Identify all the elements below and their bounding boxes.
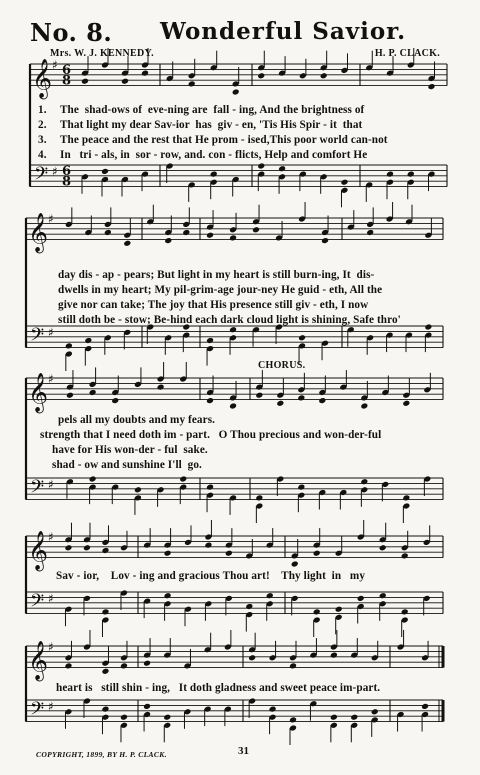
treble-clef: 𝄞 [32,58,53,99]
note-head [248,654,256,661]
note-head [297,394,305,401]
time-signature-bottom: 8 [62,73,72,89]
sharp-sign: ♯ [48,325,54,340]
sharp-sign: ♯ [48,530,54,544]
treble-notes [166,51,240,96]
bass-notes [146,324,190,355]
verse-number: 2. [38,119,47,131]
note-head [89,476,97,483]
note-head [225,550,233,557]
note-head [421,703,429,710]
bass-staff [30,164,447,190]
note-head [210,171,218,178]
treble-staff [26,646,443,668]
note-head [123,240,131,247]
composer-credit: H. P. CLACK. [374,48,440,59]
verse-number: 3. [38,134,47,146]
verse-line-3 [38,134,388,146]
treble-notes [291,520,431,567]
time-signature-top: 6 [62,62,72,78]
lyric-line: Sav - ior, Lov - ing and gracious Thou art! Thy light in my [56,570,366,582]
lyric-line: heart is still shin - ing, It doth gladness and sweet peace im-part. [56,682,381,694]
note-head [120,662,128,669]
note-head [257,163,265,170]
note-head [402,400,410,407]
note-head [102,706,110,713]
chorus-label: CHORUS. [258,360,306,371]
note-head [366,229,374,236]
note-head [182,229,190,236]
sharp-sign: ♯ [52,164,58,179]
note-head [255,494,263,501]
sharp-sign: ♯ [48,372,54,386]
bass-notes [81,168,149,197]
note-head [89,389,97,396]
sharp-sign: ♯ [48,640,54,654]
treble-notes [146,205,190,244]
treble-clef: 𝄞 [28,640,49,681]
sharp-sign: ♯ [48,212,54,226]
note-head [357,595,365,602]
treble-notes [65,207,131,246]
treble-notes [347,202,433,239]
note-head [320,72,328,79]
note-head [134,486,142,493]
treble-notes [143,630,232,669]
bass-notes [291,592,431,637]
bass-notes [166,163,240,202]
bass-notes [66,476,187,515]
note-head [81,78,89,85]
note-head [360,403,368,410]
note-head [298,334,306,341]
note-head [179,476,187,483]
note-head [269,706,277,713]
hymn-title: Wonderful Savior. [160,18,407,45]
note-head [111,397,119,404]
note-head [206,337,214,344]
bass-clef: 𝄢 [34,164,49,190]
note-head [232,89,240,96]
note-head [255,392,263,399]
note-head [163,714,171,721]
bass-notes [143,592,273,631]
bass-clef: 𝄢 [30,591,45,617]
note-head [65,342,73,349]
note-head [289,662,297,669]
bass-notes [143,703,232,742]
lyric-line: day dis - ap - pears; But light in my heart is still burn-ing, It dis- [58,269,375,281]
lyric-line: give nor can take; The joy that His presence still giv - eth, I now [58,299,369,311]
note-head [245,603,253,610]
sharp-sign: ♯ [52,58,58,72]
note-head [157,384,165,391]
note-head [102,608,110,615]
hymn-number: No. 8. [30,18,113,47]
lyric-line: strength that I need doth im - part. O Thou precious and won-der-ful [40,429,382,441]
verse-text: That light my dear Sav-ior has giv - en, 'Tis His Spir - it that [60,119,363,131]
note-head [188,80,196,87]
lyric-line: have for His won-der - ful sake. [52,444,208,456]
treble-clef: 𝄞 [28,212,49,253]
note-head [164,237,172,244]
verse-number: 4. [38,149,47,161]
sharp-sign: ♯ [48,699,54,714]
time-signature-top: 6 [62,163,72,179]
sharp-sign: ♯ [48,477,54,492]
note-head [206,484,214,491]
lyric-line: still doth be - stow; Be-hind each dark cloud light is shining, Safe thro' [58,314,401,326]
note-head [102,668,110,675]
treble-notes [206,376,237,410]
verse-line-2 [38,119,362,131]
note-head [65,544,73,551]
note-head [83,544,91,551]
note-head [330,652,338,659]
note-head [84,337,92,344]
note-head [386,171,394,178]
page-number: 31 [238,745,249,757]
note-head [257,72,265,79]
note-head [252,226,260,233]
note-head [66,392,74,399]
note-head [121,78,129,85]
lyric-line: shad - ow and sunshine I'll go. [52,459,202,471]
note-head [313,550,321,557]
note-head [120,714,128,721]
time-signature-bottom: 8 [62,174,72,190]
note-head [143,660,151,667]
lyric-line: pels all my doubts and my fears. [58,414,216,426]
note-head [204,542,212,549]
note-head [206,397,214,404]
note-head [330,714,338,721]
lyric-line: dwells in my heart; My pil-grim-age jour-ney He guid - eth, All the [58,284,383,296]
note-head [289,716,297,723]
note-head [379,544,387,551]
note-head [401,552,409,559]
copyright-notice: COPYRIGHT, 1899, BY H. P. CLACK. [36,750,167,759]
lyricist-credit: Mrs. W. J. KENNEDY. [50,48,154,59]
note-head [401,608,409,615]
note-head [379,592,387,599]
bass-clef: 𝄢 [30,699,45,725]
verse-line-1 [38,104,364,116]
note-head [402,494,410,501]
treble-clef: 𝄞 [28,372,49,413]
bass-clef: 𝄢 [30,325,45,351]
treble-clef: 𝄞 [28,530,49,571]
verse-text: The peace and the rest that He prom - ised,This poor world can-not [60,134,388,146]
note-head [164,550,172,557]
note-head [321,237,329,244]
note-head [341,179,349,186]
verse-number: 1. [38,104,47,116]
treble-notes [255,370,431,409]
note-head [229,326,237,333]
bass-staff [26,699,443,725]
note-head [276,400,284,407]
note-head [206,232,214,239]
note-head [266,592,274,599]
note-head [313,608,321,615]
bass-notes [347,324,433,355]
note-head [141,70,149,77]
bass-notes [65,329,131,371]
bass-notes [257,163,348,208]
title-bar [30,18,450,48]
bass-notes [65,698,128,743]
note-head [229,234,237,241]
note-head [101,168,109,175]
verse-line-4 [38,149,367,161]
treble-notes [143,520,273,559]
treble-notes [65,523,128,554]
note-head [428,83,436,90]
note-head [229,403,237,410]
note-head [297,484,305,491]
note-head [424,324,432,331]
note-head [360,478,368,485]
note-head [164,592,172,599]
note-head [65,662,73,669]
bass-notes [397,703,429,732]
note-head [350,714,358,721]
treble-notes [65,630,128,675]
note-head [278,165,286,172]
sharp-sign: ♯ [48,591,54,606]
note-head [371,708,379,715]
verse-text: In tri - als, in sor - row, and. con - flicts, Help and comfort He [60,149,368,161]
note-head [104,229,112,236]
bass-clef: 𝄢 [30,477,45,503]
note-head [318,397,326,404]
note-head [102,547,110,554]
note-head [407,171,415,178]
note-head [335,606,343,613]
note-head [143,703,151,710]
verse-text: The shad-ows of eve-ning are fall - ing, And the brightness of [60,104,365,116]
note-head [291,561,299,568]
